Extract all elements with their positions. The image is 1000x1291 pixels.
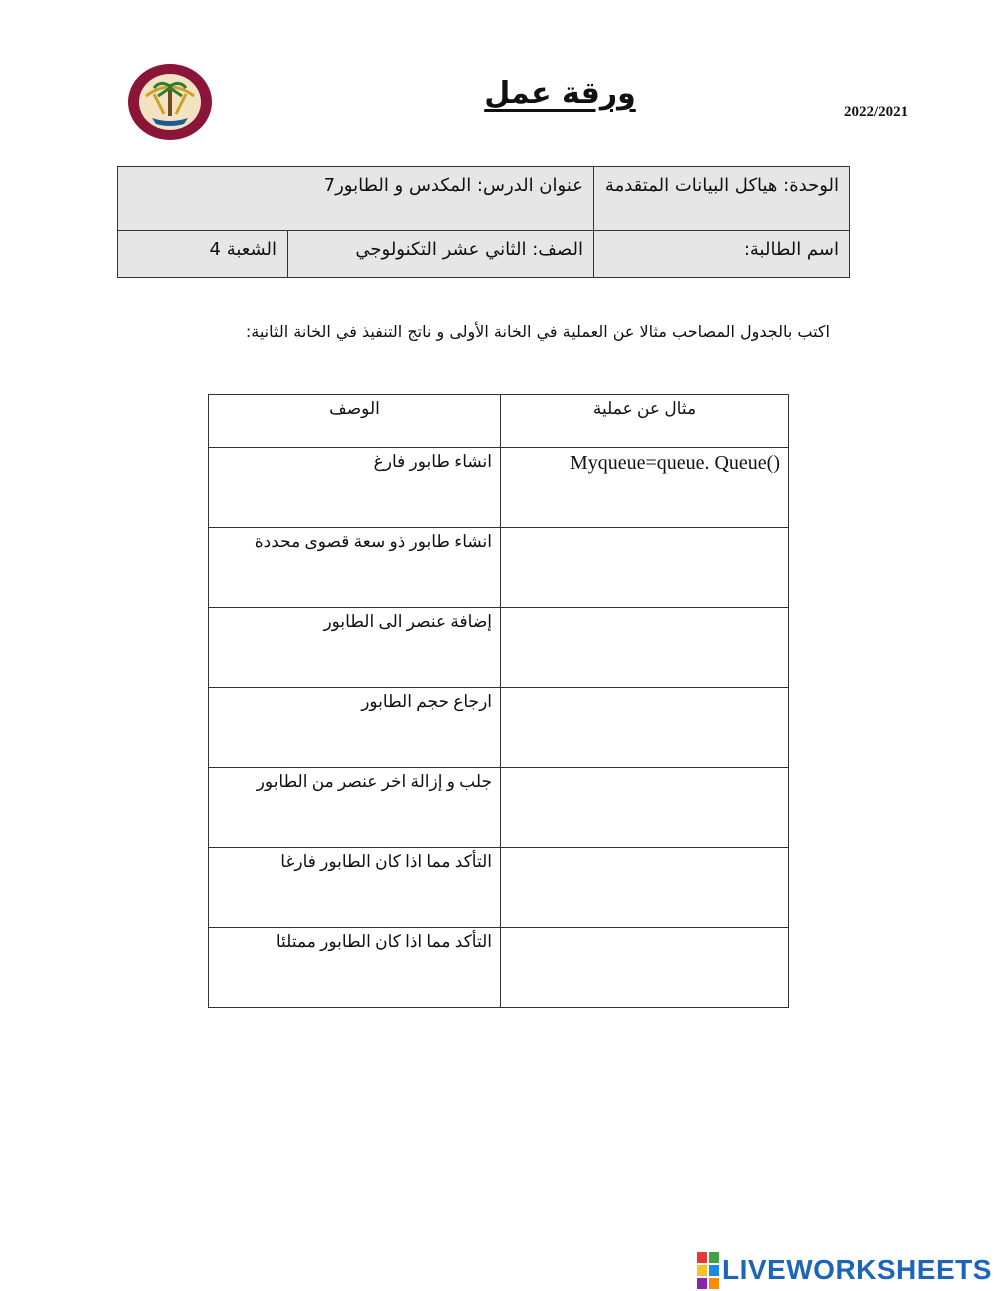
table-row: [209, 688, 789, 768]
brand-block: [709, 1252, 719, 1263]
row-description: انشاء طابور ذو سعة قصوى محددة: [209, 528, 501, 608]
row-example-input[interactable]: [501, 768, 789, 848]
table-row: [209, 448, 789, 528]
row-example-input[interactable]: [501, 608, 789, 688]
brand-wordmark: LIVEWORKSHEETS: [722, 1254, 992, 1285]
lesson-cell: عنوان الدرس: المكدس و الطابور7: [118, 167, 594, 231]
unit-cell: الوحدة: هياكل البيانات المتقدمة: [594, 167, 850, 231]
table-row: [209, 608, 789, 688]
table-row: [209, 528, 789, 608]
row-example-input[interactable]: [501, 528, 789, 608]
instructions: اكتب بالجدول المصاحب مثالا عن العملية في الخانة الأولى و ناتج التنفيذ في الخانة الثانية:: [245, 322, 830, 341]
row-example-input[interactable]: [501, 928, 789, 1008]
ministry-logo: [124, 58, 216, 144]
row-description: التأكد مما اذا كان الطابور فارغا: [209, 848, 501, 928]
table-row: [209, 928, 789, 1008]
brand-block: [709, 1278, 719, 1289]
brand-block: [697, 1278, 707, 1289]
row-example-input[interactable]: [501, 848, 789, 928]
header-description: الوصف: [209, 395, 501, 448]
academic-year: 2022/2021: [844, 104, 909, 120]
row-example-input[interactable]: Myqueue=queue. Queue(): [501, 448, 789, 528]
section-cell: الشعبة 4: [118, 231, 288, 278]
row-description: ارجاع حجم الطابور: [209, 688, 501, 768]
row-description: التأكد مما اذا كان الطابور ممتلئا: [209, 928, 501, 1008]
row-description: إضافة عنصر الى الطابور: [209, 608, 501, 688]
student-name-cell[interactable]: اسم الطالبة:: [594, 231, 850, 278]
liveworksheets-brand[interactable]: [697, 1254, 992, 1286]
info-table: [117, 166, 850, 278]
grade-cell: الصف: الثاني عشر التكنولوجي: [288, 231, 594, 278]
brand-block: [697, 1252, 707, 1263]
brand-blocks-icon: [697, 1252, 719, 1289]
brand-block: [709, 1265, 719, 1276]
table-row: [209, 848, 789, 928]
table-row: [209, 768, 789, 848]
page-title: ورقة عمل: [484, 76, 636, 111]
row-example-input[interactable]: [501, 688, 789, 768]
table-header-row: [209, 395, 789, 448]
operations-table: [208, 394, 789, 1008]
row-description: انشاء طابور فارغ: [209, 448, 501, 528]
header-example: مثال عن عملية: [501, 395, 789, 448]
brand-block: [697, 1265, 707, 1276]
row-description: جلب و إزالة اخر عنصر من الطابور: [209, 768, 501, 848]
